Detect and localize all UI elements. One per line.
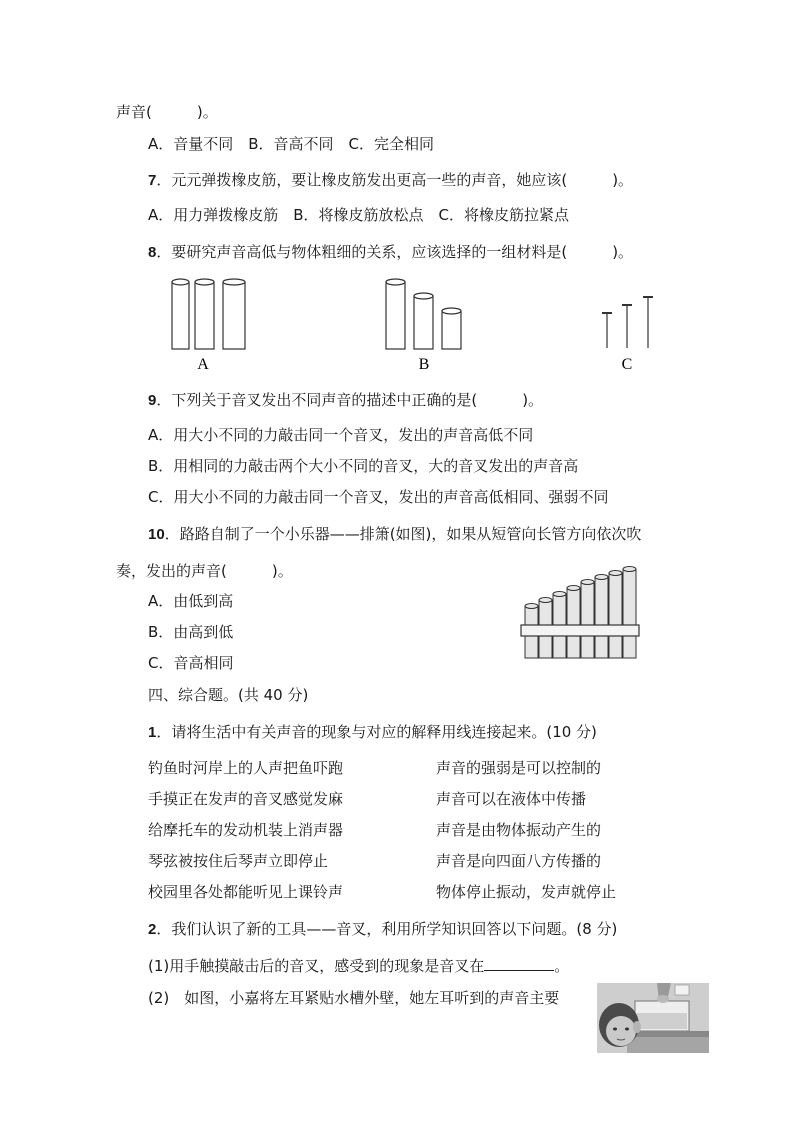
q8-number: 8	[148, 244, 157, 261]
s2-part-1-end: 。	[554, 957, 570, 975]
panflute-figure	[520, 566, 640, 662]
q8-stem	[148, 242, 633, 263]
q8-label-b: B	[418, 356, 430, 373]
s1-text: ．请将生活中有关声音的现象与对应的解释用线连接起来。(10 分)	[156, 723, 597, 741]
match-right-2: 声音可以在液体中传播	[436, 790, 587, 808]
q9-text: ．下列关于音叉发出不同声音的描述中正确的是( )。	[156, 391, 544, 409]
match-left-3: 给摩托车的发动机装上消声器	[148, 821, 344, 839]
q8-text: ．要研究声音高低与物体粗细的关系，应该选择的一组材料是( )。	[156, 243, 634, 261]
q9-option-c: C．用大小不同的力敲击同一个音叉，发出的声音高低相同、强弱不同	[148, 488, 609, 506]
q7-number: 7	[148, 172, 157, 189]
q7-options: A．用力弹拨橡皮筋 B．将橡皮筋放松点 C．将橡皮筋拉紧点	[148, 206, 570, 224]
s1-number: 1	[148, 724, 157, 741]
child-tank-photo	[597, 983, 709, 1053]
s2-text: ．我们认识了新的工具——音叉，利用所学知识回答以下问题。(8 分)	[156, 920, 618, 938]
q9-option-a: A．用大小不同的力敲击同一个音叉，发出的声音高低不同	[148, 426, 534, 444]
q10-option-b: B．由高到低	[148, 623, 234, 641]
q6-tail: 声音( )。	[116, 103, 218, 121]
q10-option-c: C．音高相同	[148, 654, 234, 672]
match-left-2: 手摸正在发声的音叉感觉发麻	[148, 790, 344, 808]
match-left-5: 校园里各处都能听见上课铃声	[148, 883, 344, 901]
q8-label-a: A	[197, 356, 209, 373]
s2-stem	[148, 919, 617, 940]
q10-stem	[148, 524, 641, 545]
q10-cont: 奏，发出的声音( )。	[116, 562, 293, 580]
q6-options: A．音量不同 B．音高不同 C．完全相同	[148, 135, 435, 153]
q7-stem	[148, 170, 633, 191]
s2-number: 2	[148, 921, 157, 938]
s2-part-1	[148, 956, 569, 976]
match-left-1: 钓鱼时河岸上的人声把鱼吓跑	[148, 759, 344, 777]
s2-part-1-text: (1)用手触摸敲击后的音叉，感受到的现象是音叉在	[148, 957, 485, 975]
q10-option-a: A．由低到高	[148, 592, 234, 610]
match-right-5: 物体停止振动，发声就停止	[436, 883, 617, 901]
section-4-heading: 四、综合题。(共 40 分)	[148, 686, 309, 704]
match-right-4: 声音是向四面八方传播的	[436, 852, 602, 870]
s2-part-2: (2) 如图，小嘉将左耳紧贴水槽外壁，她左耳听到的声音主要	[148, 989, 560, 1007]
q10-number: 10	[148, 526, 165, 543]
q7-text: ．元元弹拨橡皮筋，要让橡皮筋发出更高一些的声音，她应该( )。	[156, 171, 634, 189]
match-right-1: 声音的强弱是可以控制的	[436, 759, 602, 777]
q9-option-b: B．用相同的力敲击两个大小不同的音叉，大的音叉发出的声音高	[148, 457, 579, 475]
match-right-3: 声音是由物体振动产生的	[436, 821, 602, 839]
q9-number: 9	[148, 392, 157, 409]
q10-text: ．路路自制了一个小乐器——排箫(如图)，如果从短管向长管方向依次吹	[164, 525, 642, 543]
q9-stem	[148, 390, 543, 411]
q8-label-c: C	[621, 356, 633, 373]
q8-materials-figure	[160, 276, 720, 376]
match-left-4: 琴弦被按住后琴声立即停止	[148, 852, 329, 870]
answer-blank[interactable]	[484, 956, 554, 971]
s1-stem	[148, 722, 597, 743]
